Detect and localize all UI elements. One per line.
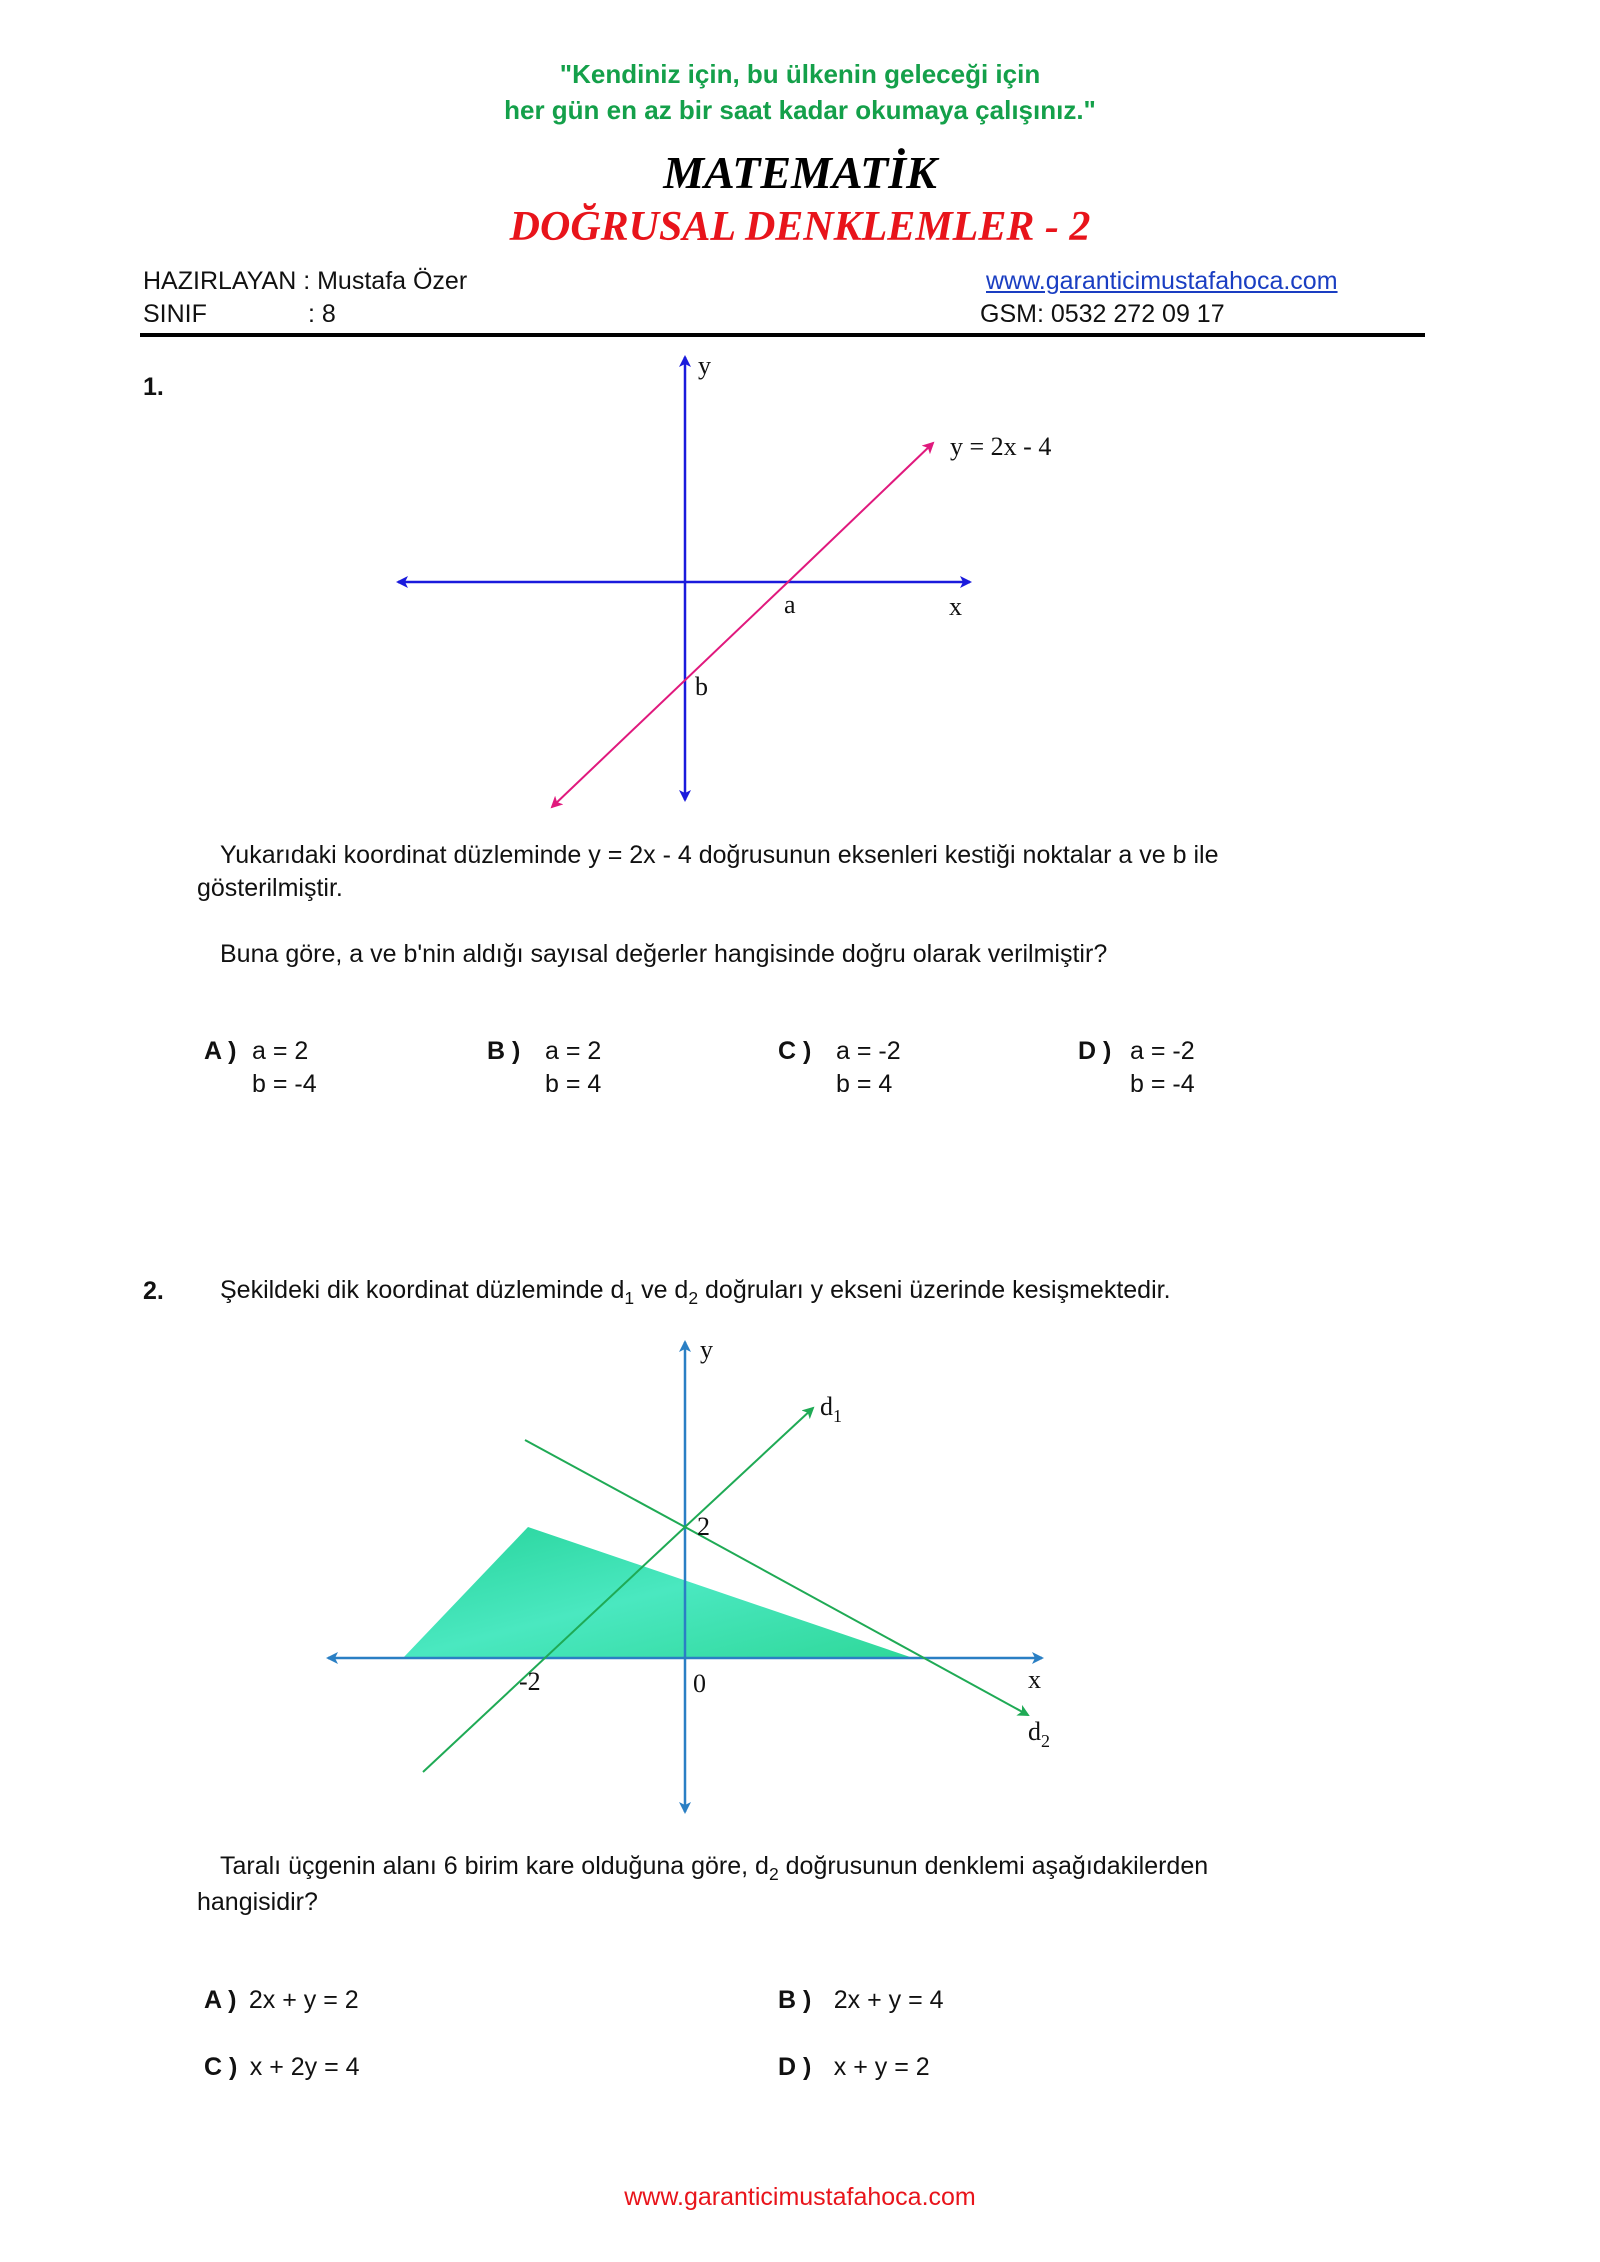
phone-number: GSM: 0532 272 09 17 bbox=[980, 300, 1225, 328]
x-axis-label: x bbox=[1028, 1665, 1041, 1694]
grade-value: : 8 bbox=[308, 300, 336, 328]
point-a-label: a bbox=[784, 590, 796, 619]
option-label: A ) bbox=[204, 1037, 237, 1065]
intro-text-middle: ve d bbox=[634, 1276, 689, 1304]
option-value: x + y = 2 bbox=[833, 2053, 930, 2081]
option-label: D ) bbox=[778, 2053, 812, 2081]
option-value-line-2: b = -4 bbox=[252, 1070, 317, 1098]
line-d2-label: $d_2$ bbox=[1028, 1717, 1050, 1751]
option-label: C ) bbox=[204, 2053, 238, 2081]
option-value: 2x + y = 2 bbox=[248, 1986, 359, 2014]
point-b-label: b bbox=[695, 672, 708, 701]
line-equation-label: y = 2x - 4 bbox=[950, 432, 1052, 461]
option-label: C ) bbox=[778, 1037, 812, 1065]
option-label: A ) bbox=[204, 1986, 237, 2014]
option-label: D ) bbox=[1078, 1037, 1112, 1065]
option-value: x + 2y = 4 bbox=[249, 2053, 360, 2081]
line-y-2x-4-up bbox=[788, 443, 933, 582]
text-subscript: 2 bbox=[768, 1864, 779, 1884]
x-axis-label: x bbox=[949, 592, 962, 621]
line-d1-up bbox=[685, 1408, 813, 1527]
question-2-graph bbox=[310, 1330, 1080, 1820]
x-intercept-label: -2 bbox=[519, 1667, 541, 1696]
question-1-option-c[interactable] bbox=[778, 1037, 901, 1098]
line-d1-label: $d_1$ bbox=[820, 1392, 842, 1426]
line-y-2x-4-down bbox=[552, 582, 788, 807]
question-1-option-d[interactable] bbox=[1078, 1037, 1195, 1098]
question-1-option-b[interactable] bbox=[487, 1037, 602, 1098]
y-axis-label: y bbox=[700, 1335, 713, 1364]
intro-subscript-1: 1 bbox=[624, 1288, 635, 1308]
question-1-graph bbox=[380, 345, 1080, 815]
question-2-option-d[interactable] bbox=[778, 2051, 930, 2084]
question-1-option-a[interactable] bbox=[204, 1037, 317, 1098]
question-1-text-line-1: Yukarıdaki koordinat düzleminde y = 2x - 4 doğrusunun eksenleri kestiği noktalar a ve b ile bbox=[220, 841, 1219, 869]
y-axis-label: y bbox=[698, 351, 711, 380]
question-2-option-c[interactable] bbox=[204, 2051, 360, 2084]
question-1-prompt: Buna göre, a ve b'nin aldığı sayısal değerler hangisinde doğru olarak verilmiştir? bbox=[220, 940, 1108, 968]
question-2-text-line-2: hangisidir? bbox=[197, 1888, 318, 1916]
option-value-line-1: a = -2 bbox=[1130, 1037, 1195, 1065]
intro-subscript-2: 2 bbox=[688, 1288, 699, 1308]
option-value-line-1: a = 2 bbox=[252, 1037, 309, 1065]
motto-line-1: "Kendiniz için, bu ülkenin geleceği için bbox=[559, 59, 1041, 89]
author-label: HAZIRLAYAN : Mustafa Özer bbox=[143, 267, 468, 295]
question-2-option-b[interactable] bbox=[778, 1984, 944, 2017]
question-2-number: 2. bbox=[143, 1277, 164, 1305]
intro-text-end: doğruları y ekseni üzerinde kesişmektedir. bbox=[698, 1276, 1171, 1304]
intro-text-start: Şekildeki dik koordinat düzleminde d bbox=[220, 1276, 625, 1304]
footer-website-link[interactable]: www.garanticimustafahoca.com bbox=[624, 2183, 976, 2211]
motto-line-2: her gün en az bir saat kadar okumaya çalışınız." bbox=[504, 95, 1096, 125]
question-2-option-a[interactable] bbox=[204, 1984, 359, 2017]
grade-label: SINIF bbox=[143, 300, 207, 328]
line-d2-up bbox=[525, 1440, 685, 1527]
page-subtitle: DOĞRUSAL DENKLEMLER - 2 bbox=[509, 204, 1091, 250]
text-end: doğrusunun denklemi aşağıdakilerden bbox=[778, 1852, 1209, 1880]
question-2-intro bbox=[220, 1273, 1171, 1315]
origin-label: 0 bbox=[693, 1669, 706, 1698]
option-value-line-1: a = 2 bbox=[545, 1037, 602, 1065]
option-value-line-1: a = -2 bbox=[836, 1037, 901, 1065]
question-1-text-line-2: gösterilmiştir. bbox=[197, 874, 343, 902]
option-label: B ) bbox=[487, 1037, 521, 1065]
shaded-triangle bbox=[403, 1527, 913, 1658]
question-2-text-line-1 bbox=[220, 1849, 1208, 1891]
text-start: Taralı üçgenin alanı 6 birim kare olduğuna göre, d bbox=[220, 1852, 769, 1880]
option-value-line-2: b = 4 bbox=[545, 1070, 602, 1098]
y-intercept-label: 2 bbox=[697, 1512, 710, 1541]
option-label: B ) bbox=[778, 1986, 812, 2014]
option-value-line-2: b = 4 bbox=[836, 1070, 893, 1098]
option-value-line-2: b = -4 bbox=[1130, 1070, 1195, 1098]
header-divider bbox=[140, 333, 1425, 337]
page-title: MATEMATİK bbox=[663, 147, 937, 198]
option-value: 2x + y = 4 bbox=[833, 1986, 944, 2014]
website-link[interactable]: www.garanticimustafahoca.com bbox=[986, 267, 1338, 295]
question-1-number: 1. bbox=[143, 373, 164, 401]
